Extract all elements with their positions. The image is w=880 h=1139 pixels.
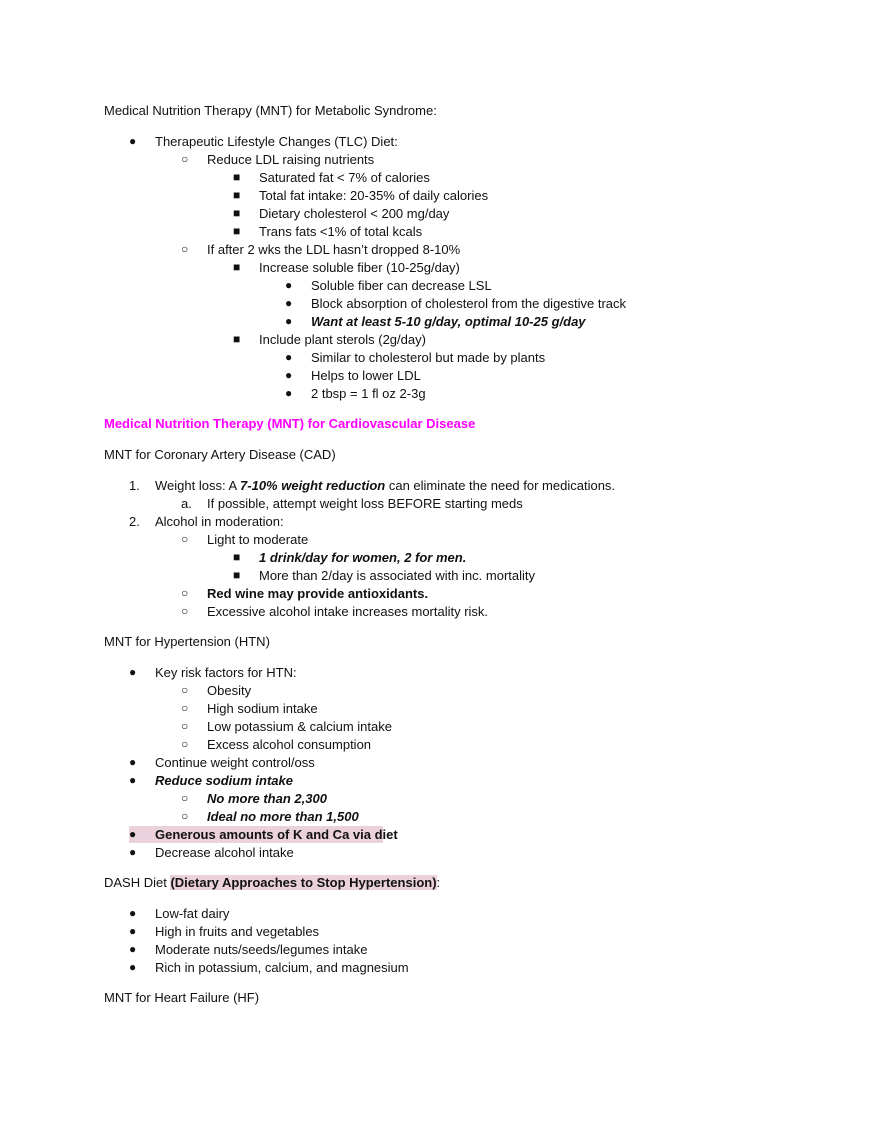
- list-item: High sodium intake: [207, 701, 318, 716]
- bullet-circle: ○: [181, 701, 189, 715]
- if-after-item: If after 2 wks the LDL hasn’t dropped 8-10%: [207, 242, 461, 257]
- htn-heading: MNT for Hypertension (HTN): [104, 634, 270, 649]
- reduce-ldl-item: Reduce LDL raising nutrients: [207, 152, 375, 167]
- bullet-square: ■: [233, 224, 241, 238]
- bullet-disc: ●: [285, 296, 293, 310]
- bullet-circle: ○: [181, 683, 189, 697]
- list-item: If possible, attempt weight loss BEFORE starting meds: [207, 496, 523, 511]
- bullet-circle: ○: [181, 586, 189, 600]
- cad-heading: MNT for Coronary Artery Disease (CAD): [104, 447, 336, 462]
- bullet-circle: ○: [181, 532, 189, 546]
- bullet-disc: ●: [129, 906, 137, 920]
- list-item: Continue weight control/oss: [155, 755, 315, 770]
- bullet-circle: ○: [181, 152, 189, 166]
- list-item: Reduce sodium intake: [155, 773, 293, 788]
- bullet-disc: ●: [129, 942, 137, 956]
- bullet-disc: ●: [285, 368, 293, 382]
- list-item: Obesity: [207, 683, 252, 698]
- section-title-metabolic: Medical Nutrition Therapy (MNT) for Metabolic Syndrome:: [104, 103, 437, 118]
- bullet-disc: ●: [129, 827, 137, 841]
- bullet-disc: ●: [285, 350, 293, 364]
- bullet-square: ■: [233, 568, 241, 582]
- letter-marker: a.: [181, 496, 192, 511]
- weight-loss-item: Weight loss: A 7-10% weight reduction can eliminate the need for medications.: [155, 478, 616, 493]
- bullet-circle: ○: [181, 737, 189, 751]
- list-item: Want at least 5-10 g/day, optimal 10-25 g/day: [311, 314, 586, 329]
- plant-sterols-item: Include plant sterols (2g/day): [259, 332, 426, 347]
- list-item: Excessive alcohol intake increases mortality risk.: [207, 604, 489, 619]
- bullet-square: ■: [233, 170, 241, 184]
- bullet-circle: ○: [181, 604, 189, 618]
- list-item: Decrease alcohol intake: [155, 845, 294, 860]
- tlc-heading: Therapeutic Lifestyle Changes (TLC) Diet:: [155, 134, 398, 149]
- bullet-square: ■: [233, 206, 241, 220]
- list-item: Low potassium & calcium intake: [207, 719, 392, 734]
- list-item: Light to moderate: [207, 532, 309, 547]
- bullet-square: ■: [233, 188, 241, 202]
- bullet-disc: ●: [129, 924, 137, 938]
- list-item: Red wine may provide antioxidants.: [207, 586, 429, 601]
- bullet-square: ■: [233, 332, 241, 346]
- list-item: 2 tbsp = 1 fl oz 2-3g: [311, 386, 426, 401]
- list-item: Excess alcohol consumption: [207, 737, 372, 752]
- list-item: 1 drink/day for women, 2 for men.: [259, 550, 467, 565]
- bullet-disc: ●: [129, 134, 137, 148]
- bullet-circle: ○: [181, 791, 189, 805]
- list-item: Saturated fat < 7% of calories: [259, 170, 430, 185]
- bullet-circle: ○: [181, 809, 189, 823]
- list-item: Dietary cholesterol < 200 mg/day: [259, 206, 450, 221]
- soluble-fiber-item: Increase soluble fiber (10-25g/day): [259, 260, 460, 275]
- list-item: Block absorption of cholesterol from the digestive track: [311, 296, 627, 311]
- number-marker: 2.: [129, 514, 140, 529]
- list-item: Rich in potassium, calcium, and magnesium: [155, 960, 409, 975]
- list-item: Key risk factors for HTN:: [155, 665, 297, 680]
- bullet-circle: ○: [181, 242, 189, 256]
- list-item: Trans fats <1% of total kcals: [259, 224, 423, 239]
- bullet-disc: ●: [129, 665, 137, 679]
- list-item: Similar to cholesterol but made by plants: [311, 350, 546, 365]
- list-item: Moderate nuts/seeds/legumes intake: [155, 942, 368, 957]
- list-item: Soluble fiber can decrease LSL: [311, 278, 492, 293]
- bullet-square: ■: [233, 260, 241, 274]
- bullet-disc: ●: [129, 773, 137, 787]
- list-item: Ideal no more than 1,500: [207, 809, 359, 824]
- list-item: Total fat intake: 20-35% of daily calories: [259, 188, 489, 203]
- number-marker: 1.: [129, 478, 140, 493]
- alcohol-item: Alcohol in moderation:: [155, 514, 284, 529]
- list-item: Generous amounts of K and Ca via diet: [155, 827, 398, 842]
- section-title-cvd: Medical Nutrition Therapy (MNT) for Cardiovascular Disease: [104, 416, 476, 431]
- bullet-disc: ●: [285, 278, 293, 292]
- bullet-disc: ●: [285, 386, 293, 400]
- bullet-disc: ●: [129, 755, 137, 769]
- list-item: More than 2/day is associated with inc. mortality: [259, 568, 536, 583]
- bullet-disc: ●: [129, 960, 137, 974]
- bullet-disc: ●: [129, 845, 137, 859]
- list-item: Low-fat dairy: [155, 906, 230, 921]
- list-item: Helps to lower LDL: [311, 368, 421, 383]
- bullet-square: ■: [233, 550, 241, 564]
- dash-heading: DASH Diet (Dietary Approaches to Stop Hypertension):: [104, 875, 441, 890]
- hf-heading: MNT for Heart Failure (HF): [104, 990, 260, 1005]
- list-item: High in fruits and vegetables: [155, 924, 320, 939]
- bullet-circle: ○: [181, 719, 189, 733]
- list-item: No more than 2,300: [207, 791, 327, 806]
- bullet-disc: ●: [285, 314, 293, 328]
